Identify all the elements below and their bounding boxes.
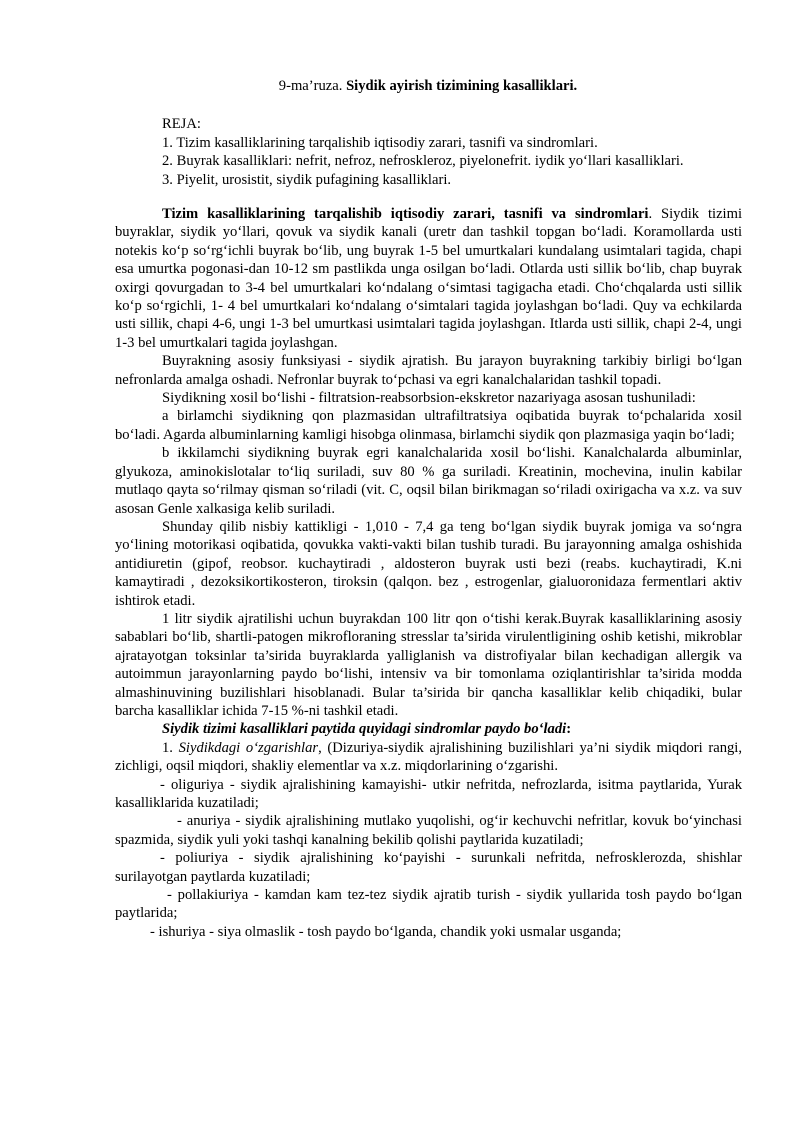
lecture-title: [0, 77, 800, 95]
list-item-ischuria: - ishuriya - siya olmaslik - tosh paydo bo‘lganda, chandik yoki usmalar usganda;: [150, 923, 622, 940]
list-item-polyuria: - poliuriya - siydik ajralishining ko‘payishi - surunkali nefritda, nefrosklerozda, shishlar surilayotgan paytlarda kuzatiladi;: [115, 850, 742, 885]
paragraph-text: , (Dizuriya-siydik ajralishining buzilishlari ya’ni siydik miqdori rangi, zichligi, oqsil miqdori, shakliy elementlar va x.z. miqdorlarining o‘zgarishi.: [115, 739, 743, 775]
syndromes-heading-text: Siydik tizimi kasalliklari paytida quyidagi sindromlar paydo bo‘ladi: [162, 721, 567, 738]
paragraph-intro: [115, 205, 742, 352]
paragraph-item-a: a birlamchi siydikning qon plazmasidan ultrafiltratsiya oqibatida buyrak to‘pchalarida xosil bo‘ladi. Agarda albuminlarning kamligi hisobga olinmasa, birlamchi siydik qon plazmasiga yaqin bo‘ladi;: [115, 408, 742, 443]
lecture-topic: Siydik ayirish tizimining kasalliklari.: [346, 78, 578, 94]
syndromes-heading: [115, 720, 742, 738]
list-item-oliguria: - oliguriya - siydik ajralishining kamayishi- utkir nefritda, nefrozlarda, isitma paytlarida, Yurak kasalliklarida kuzatiladi;: [115, 776, 742, 811]
plan-item: 3. Piyelit, urosistit, siydik pufagining kasalliklari.: [162, 171, 452, 188]
paragraph-item-b: b ikkilamchi siydikning buyrak egri kanalchalarida xosil bo‘lishi. Kanalchalarda albuminlar, glyukoza, aminokislotalar to‘liq suriladi, suv 80 % ga suriladi. Kreatinin, mochevina, inulin kabilar mutlaqo qayta so‘rilmay qisman so‘riladi (vit. C, oqsil bilan birikmagan so‘riladi oxirigacha va x.z. va suv asosan Genle xalkasiga kelib suriladi.: [115, 445, 742, 517]
plan-item: 2. Buyrak kasalliklari: nefrit, nefroz, nefroskleroz, piyelonefrit. iydik yo‘llari kasalliklari.: [162, 153, 684, 169]
paragraph-text: . Siydik tizimi buyraklar, siydik yo‘llari, qovuk va siydik kanali (uretr dan tashkil topgan bo‘ladi. Koramollarda usti notekis ko‘p so‘rg‘ichli buyrak bo‘lib, ung buyrak 1-5 bel umurtkalari kundalang usimtalari tagida, chapi esa umurtka pogonasi-dan 10-12 sm pastlikda unga osilgan bo‘ladi. Otlarda usti sillik bo‘lib, chap buyrak oxirgi qovurgadan to 3-4 bel umurtkalari ko‘ndalang o‘simtasi tagigacha etadi. Cho‘chqalarda usti sillik ko‘p so‘rgichli, 1- 4 bel umurtkalari ko‘ndalang o‘simtalari tagida joylashgan bo‘ladi. Quy va echkilarda usti sillik, chapi 4-6, ungi 1-3 bel umurtkasi usimtalari tagida joylashgan. Itlarda usti sillik, chapi 2-4, ungi 1-3 bel umurtkalari tagida joylashgan.: [115, 206, 743, 351]
list-item-pollakiuria: - pollakiuriya - kamdan kam tez-tez siydik ajratib turish - siydik yullarida tosh paydo bo‘lgan paytlarida;: [115, 887, 742, 922]
paragraph: Buyrakning asosiy funksiyasi - siydik ajratish. Bu jarayon buyrakning tarkibiy birligi bo‘lgan nefronlarda amalga oshadi. Nefronlar buyrak to‘pchasi va egri kanalchalaridan tashkil topadi.: [115, 353, 742, 388]
lecture-number: 9-ma’ruza.: [278, 78, 347, 94]
paragraph: Shunday qilib nisbiy kattikligi - 1,010 - 7,4 ga teng bo‘lgan siydik buyrak jomiga va so‘ngra yo‘lining motorikasi oqibatida, qovukka vakti-vakti bilan tushib turadi. Bu jarayonning amalga oshishida antidiuretin (gipof, reobsor. kuchaytiradi , aldosteron buyrak usti bezi (reabs. kuchaytiradi, K.ni kamaytiradi , dezoksikortikosteron, tiroksin (qalqon. bez , estrogenlar, gialuoronidaza fermentlari aktiv ishtirok etadi.: [115, 518, 742, 609]
list-item-anuria: - anuriya - siydik ajralishining mutlako yuqolishi, og‘ir kechuvchi nefritlar, kovuk bo‘yinchasi spazmida, siydik yuli yoki tashqi kanalning bekilib qolishi paytlarida kuzatiladi;: [115, 813, 742, 848]
lecture-plan: [162, 115, 762, 189]
plan-heading: REJA:: [162, 116, 201, 132]
syndrome-name: Siydikdagi o‘zgarishlar: [178, 739, 319, 756]
plan-item: 1. Tizim kasalliklarining tarqalishib iqtisodiy zarari, tasnifi va sindromlari.: [162, 134, 598, 151]
heading-colon: :: [566, 721, 572, 738]
list-number: 1.: [162, 739, 179, 756]
paragraph-syndrome-1: [115, 739, 742, 776]
paragraph: 1 litr siydik ajratilishi uchun buyrakdan 100 litr qon o‘tishi kerak.Buyrak kasalliklarining asosiy sabablari bo‘lib, shartli-patogen mikrofloraning stresslar ta’sirida virulentligining oshib ketishi, mikroblar ajratayotgan toksinlar ta’sirida buyraklarda yalliglanish va distrofiyalar bilan kechadigan allergik va autoimmun jarayonlarning paydo bo‘lishi, intensiv va bir tomonlama oziqlantirishlar ta’sirida modda almashinuvining buzilishlari hisoblanadi. Bular ta’sirida bir qancha kasalliklar kelib chiqadiki, bular barcha kasalliklar ichida 7-15 %-ni tashkil etadi.: [115, 610, 742, 719]
lecture-body: [115, 205, 742, 941]
section-heading: Tizim kasalliklarining tarqalishib iqtisodiy zarari, tasnifi va sindromlari: [162, 206, 649, 222]
paragraph: Siydikning xosil bo‘lishi - filtratsion-reabsorbsion-ekskretor nazariyaga asosan tushuniladi:: [162, 390, 696, 407]
